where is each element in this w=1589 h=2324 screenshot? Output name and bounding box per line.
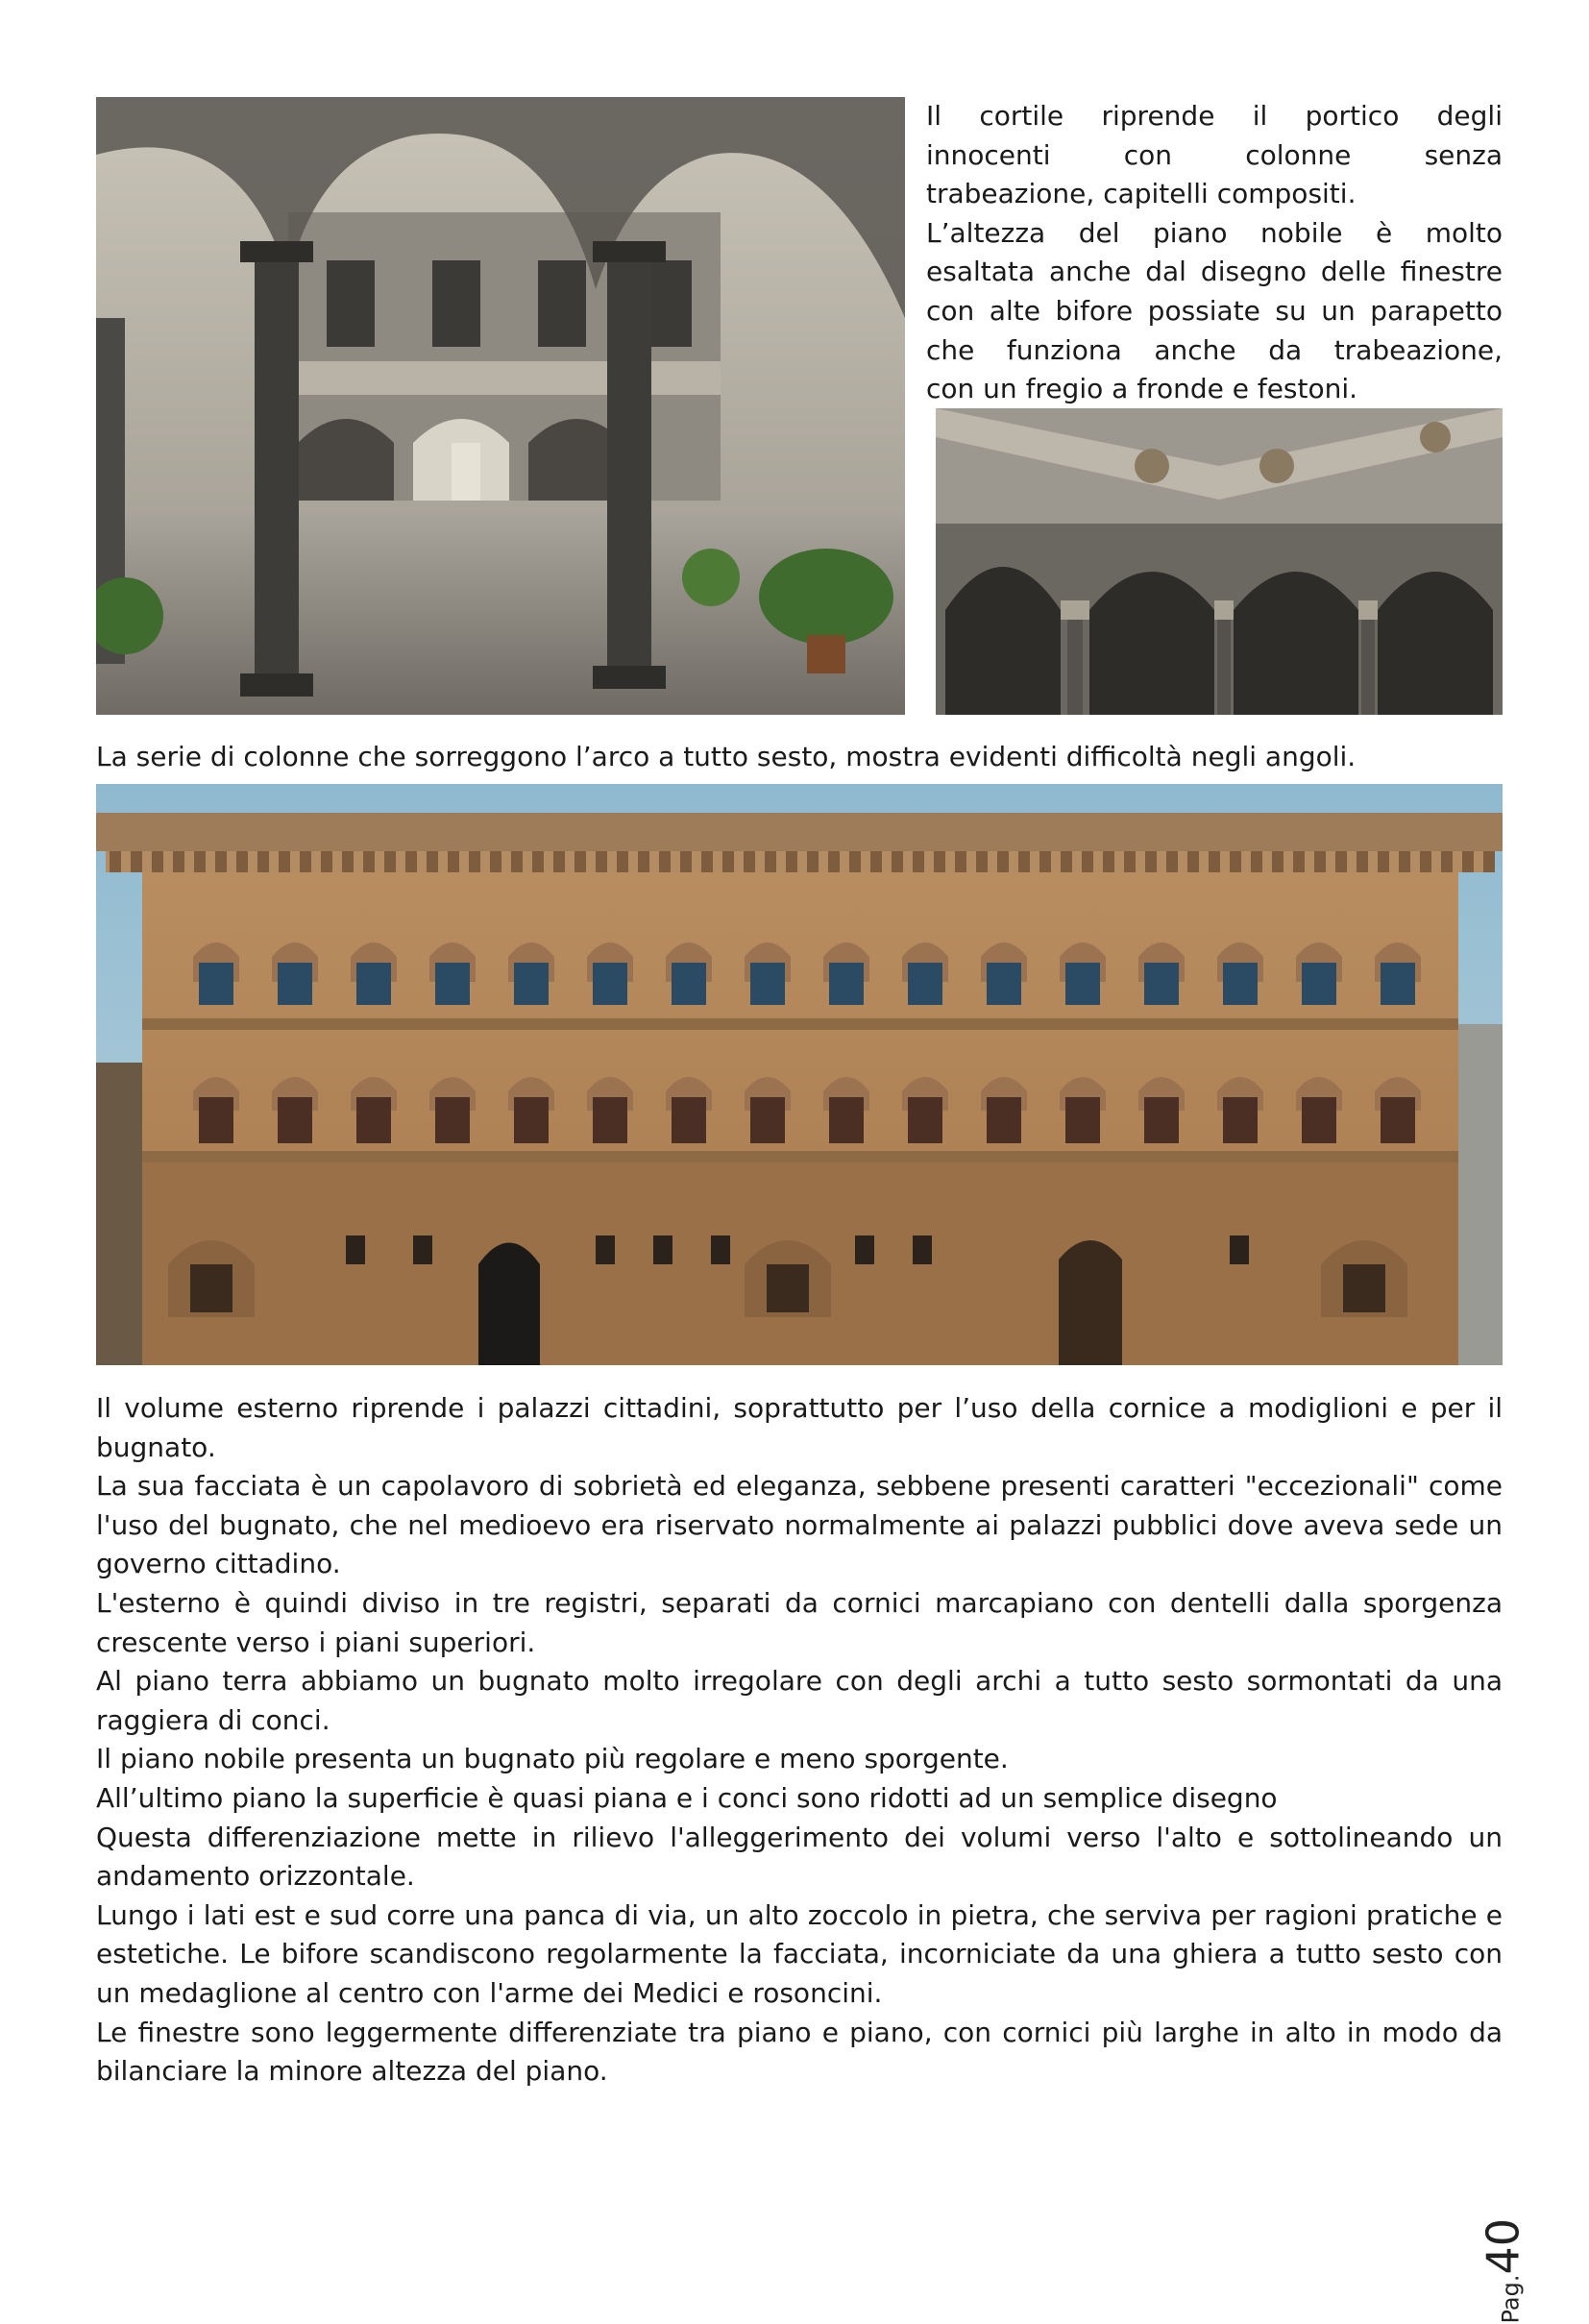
paragraph: Questa differenziazione mette in rilievo l'alleggerimento dei volumi verso l'alto e sottolineando un andamento orizzontale. [96, 1821, 1503, 1893]
paragraph: Il piano nobile presenta un bugnato più regolare e meno sporgente. [96, 1743, 1009, 1775]
text-line: innocenti con colonne senza [926, 138, 1503, 171]
columns-caption: La serie di colonne che sorreggono l’arco a tutto sesto, mostra evidenti difficoltà negli angoli. [96, 741, 1357, 772]
paragraph: La sua facciata è un capolavoro di sobrietà ed eleganza, sebbene presenti caratteri "eccezionali" come l'uso del bugnato, che nel medioevo era riservato normalmente ai palazzi pubblici dove aveva sede un governo cittadino. [96, 1470, 1503, 1580]
courtyard-photo [96, 97, 905, 715]
text-line: trabeazione, capitelli compositi. [926, 178, 1357, 210]
arcade-detail-photo [936, 408, 1503, 715]
text-line: con alte bifore possiate su un parapetto [926, 294, 1503, 327]
text-line: con un fregio a fronde e festoni. [926, 373, 1358, 405]
paragraph: All’ultimo piano la superficie è quasi piana e i conci sono ridotti ad un semplice disegno [96, 1781, 1278, 1814]
paragraph: Le finestre sono leggermente differenziate tra piano e piano, con cornici più larghe in alto in modo da bilanciare la minore altezza del piano. [96, 2016, 1503, 2088]
text-line: che funziona anche da trabeazione, [926, 333, 1503, 366]
page-number-value: 40 [1478, 2218, 1529, 2275]
page-number-prefix: Pag. [1498, 2274, 1525, 2324]
text-line: Il cortile riprende il portico degli [926, 100, 1503, 132]
facade-photo [96, 784, 1503, 1365]
paragraph: Al piano terra abbiamo un bugnato molto irregolare con degli archi a tutto sesto sormontati da una raggiera di conci. [96, 1665, 1503, 1736]
body-text [96, 1389, 1503, 2092]
text-line: esaltata anche dal disegno delle finestre [926, 256, 1503, 288]
paragraph: Lungo i lati est e sud corre una panca di via, un alto zoccolo in pietra, che serviva per ragioni pratiche e estetiche. Le bifore scandiscono regolarmente la facciata, incorniciate da una ghiera a tutto sesto con un medaglione al centro con l'arme dei Medici e rosoncini. [96, 1898, 1503, 2009]
paragraph: Il volume esterno riprende i palazzi cittadini, soprattutto per l’uso della cornice a modiglioni e per il bugnato. [96, 1392, 1503, 1463]
paragraph: L'esterno è quindi diviso in tre registri, separati da cornici marcapiano con dentelli dalla sporgenza crescente verso i piani superiori. [96, 1586, 1503, 1658]
text-line: L’altezza del piano nobile è molto [926, 216, 1503, 249]
courtyard-description [926, 97, 1503, 409]
page-number [1478, 2218, 1529, 2324]
